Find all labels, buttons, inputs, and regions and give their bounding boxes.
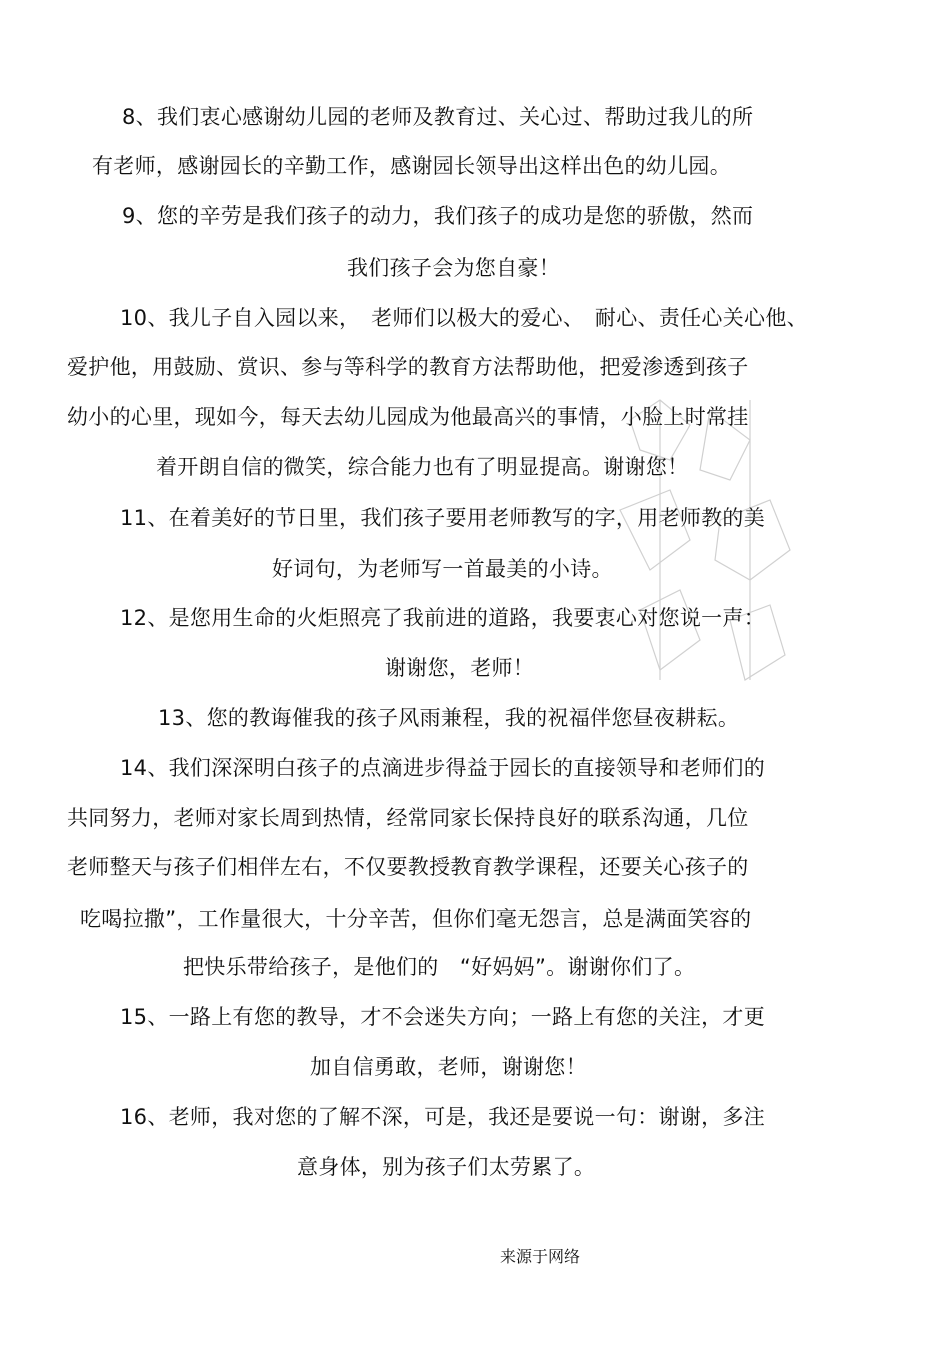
paragraph-8-line-2: 有老师，感谢园长的辛勤工作，感谢园长领导出这样出色的幼儿园。	[92, 154, 731, 178]
paragraph-15-line-1: 15、一路上有您的教导，才不会迷失方向；一路上有您的关注，才更	[120, 1005, 766, 1029]
paragraph-14-line-3: 老师整天与孩子们相伴左右，不仅要教授教育教学课程，还要关心孩子的	[67, 855, 749, 879]
source-note: 来源于网络	[500, 1247, 581, 1266]
paragraph-10-line-1: 10、我儿子自入园以来， 老师们以极大的爱心、 耐心、责任心关心他、	[120, 306, 808, 330]
paragraph-10-line-2: 爱护他，用鼓励、赏识、参与等科学的教育方法帮助他，把爱渗透到孩子	[67, 355, 749, 379]
paragraph-13-line-1: 13、您的教诲催我的孩子风雨兼程，我的祝福伴您昼夜耕耘。	[158, 706, 740, 730]
paragraph-14-line-5: 把快乐带给孩子，是他们的 “好妈妈”。谢谢你们了。	[183, 955, 696, 979]
paragraph-8-line-1: 8、我们衷心感谢幼儿园的老师及教育过、关心过、帮助过我儿的所	[122, 105, 754, 129]
paragraph-12-line-2: 谢谢您，老师！	[385, 656, 535, 680]
paragraph-11-line-1: 11、在着美好的节日里，我们孩子要用老师教写的字，用老师教的美	[120, 506, 766, 530]
paragraph-14-line-2: 共同努力，老师对家长周到热情，经常同家长保持良好的联系沟通，几位	[67, 806, 749, 830]
paragraph-10-line-3: 幼小的心里，现如今，每天去幼儿园成为他最高兴的事情，小脸上时常挂	[67, 405, 749, 429]
paragraph-15-line-2: 加自信勇敢，老师，谢谢您！	[310, 1055, 587, 1079]
paragraph-12-line-1: 12、是您用生命的火炬照亮了我前进的道路，我要衷心对您说一声：	[120, 606, 766, 630]
paragraph-16-line-2: 意身体，别为孩子们太劳累了。	[297, 1155, 596, 1179]
paragraph-9-line-1: 9、您的辛劳是我们孩子的动力，我们孩子的成功是您的骄傲，然而	[122, 204, 754, 228]
paragraph-16-line-1: 16、老师，我对您的了解不深，可是，我还是要说一句：谢谢，多注	[120, 1105, 766, 1129]
paragraph-14-line-4: 吃喝拉撒”，工作量很大，十分辛苦，但你们毫无怨言，总是满面笑容的	[80, 907, 752, 931]
paragraph-10-line-4: 着开朗自信的微笑，综合能力也有了明显提高。谢谢您！	[156, 455, 689, 479]
paragraph-9-line-2: 我们孩子会为您自豪！	[347, 256, 560, 280]
paragraph-14-line-1: 14、我们深深明白孩子的点滴进步得益于园长的直接领导和老师们的	[120, 756, 766, 780]
paragraph-11-line-2: 好词句，为老师写一首最美的小诗。	[272, 557, 613, 581]
